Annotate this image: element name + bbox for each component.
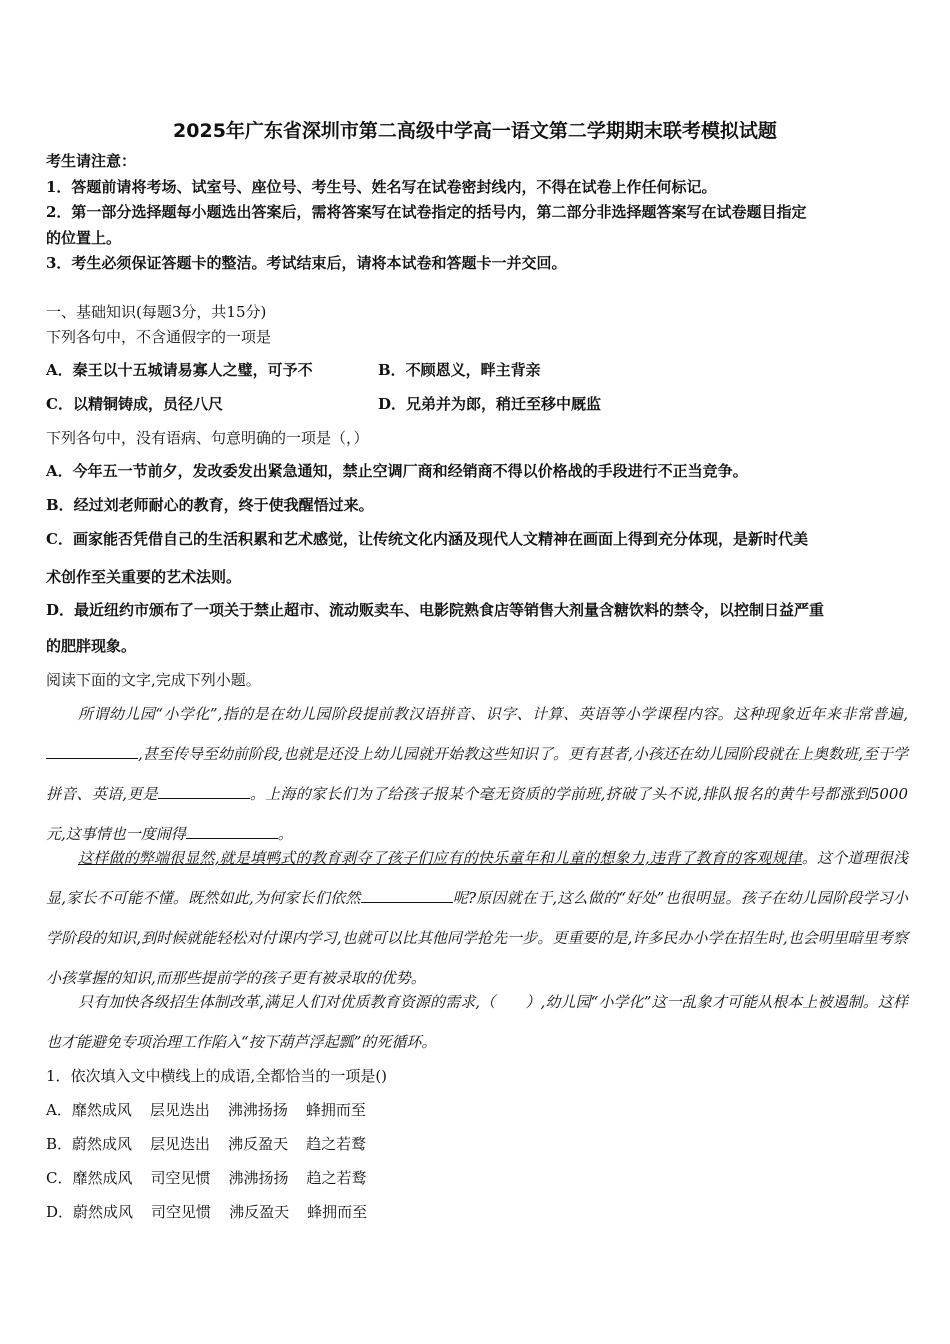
notice-item-3: 3．考生必须保证答题卡的整洁。考试结束后，请将本试卷和答题卡一并交回。 (46, 254, 567, 272)
reading-paragraph-3: 只有加快各级招生体制改革,满足人们对优质教育资源的需求,（ ）,幼儿园“小学化”这一乱象才可能从根本上被遏制。这样也才能避免专项治理工作陷入“按下葫芦浮起瓢”的死循环。 (46, 993, 908, 1051)
q2-option-c-line2: 术创作至关重要的艺术法则。 (46, 568, 242, 586)
q1-option-b: B．不顾恩义，畔主背亲 (378, 361, 541, 379)
option-word: 靡然成风 (72, 1169, 133, 1187)
p1-part-c: 。上海的家长们为了给孩子报某个毫无资质的学前班,挤破了头不说,排队报名的黄牛号都涨到5000元,这事情也一度闹得 (46, 785, 908, 843)
p1-part-d: 。 (277, 825, 293, 843)
notice-heading: 考生请注意： (46, 152, 137, 170)
option-letter: C． (46, 1169, 73, 1187)
fill-blank-2 (158, 784, 250, 799)
q2-option-d-line2: 的肥胖现象。 (46, 637, 137, 655)
option-word: 司空见惯 (151, 1203, 212, 1221)
reading-intro: 阅读下面的文字,完成下列小题。 (46, 671, 261, 689)
option-letter: D． (46, 1203, 74, 1221)
q2-option-d-line1: D．最近纽约市颁布了一项关于禁止超市、流动贩卖车、电影院熟食店等销售大剂量含糖饮料的禁令，以控制日益严重 (46, 601, 825, 619)
option-word: 沸沸扬扬 (227, 1101, 288, 1119)
notice-item-1: 1．答题前请将考场、试室号、座位号、考生号、姓名写在试卷密封线内，不得在试卷上作任何标记。 (46, 178, 717, 196)
option-letter: B． (46, 1135, 73, 1153)
option-letter: A． (46, 1101, 72, 1119)
reading-paragraph-2 (46, 838, 908, 998)
q2-option-a: A．今年五一节前夕，发改委发出紧急通知，禁止空调厂商和经销商不得以价格战的手段进行不正当竞争。 (46, 462, 748, 480)
option-word: 层见迭出 (150, 1135, 211, 1153)
fill-blank-4 (361, 888, 453, 903)
q2-stem: 下列各句中，没有语病、句意明确的一项是（，） (46, 429, 369, 447)
option-word: 沸反盈天 (229, 1203, 290, 1221)
sub1-option-a (46, 1101, 366, 1119)
notice-item-2a: 2．第一部分选择题每小题选出答案后，需将答案写在试卷指定的括号内，第二部分非选择题答案写在试卷题目指定 (46, 203, 807, 221)
q1-stem: 下列各句中，不含通假字的一项是 (46, 328, 272, 346)
reading-paragraph-1 (46, 694, 908, 854)
p2-underlined-sentence: 这样做的弊端很显然,就是填鸭式的教育剥夺了孩子们应有的快乐童年和儿童的想象力,违背了教育的客观规律 (78, 849, 802, 867)
sub1-option-d (46, 1203, 367, 1221)
fill-blank-3 (186, 824, 278, 839)
q1-option-a: A．秦王以十五城请易寡人之璧，可予不 (46, 361, 313, 379)
q2-option-b: B．经过刘老师耐心的教育，终于使我醒悟过来。 (46, 496, 374, 514)
option-word: 蜂拥而至 (305, 1101, 366, 1119)
option-word: 层见迭出 (149, 1101, 210, 1119)
option-word: 趋之若鹜 (306, 1135, 367, 1153)
sub1-option-c (46, 1169, 367, 1187)
notice-item-2b: 的位置上。 (46, 229, 122, 247)
option-word: 沸反盈天 (228, 1135, 289, 1153)
p2-part-b: 呢?原因就在于,这么做的“好处”也很明显。孩子在幼儿园阶段学习小学阶段的知识,到时候就能轻松对付课内学习,也就可以比其他同学抢先一步。更重要的是,许多民办小学在招生时,也会明里暗里考察小孩掌握的知识,而那些提前学的孩子更有被录取的优势。 (46, 889, 908, 987)
option-word: 靡然成风 (71, 1101, 132, 1119)
option-word: 沸沸扬扬 (228, 1169, 289, 1187)
q1-option-c: C．以精铜铸成，员径八尺 (46, 395, 223, 413)
p1-part-b: ,甚至传导至幼前阶段,也就是还没上幼儿园就开始教这些知识了。更有甚者,小孩还在幼儿园阶段就在上奥数班,至于学拼音、英语,更是 (46, 745, 908, 803)
q2-option-c-line1: C．画家能否凭借自己的生活积累和艺术感觉，让传统文化内涵及现代人文精神在画面上得到充分体现，是新时代美 (46, 530, 808, 548)
option-word: 司空见惯 (150, 1169, 211, 1187)
option-word: 蔚然成风 (73, 1203, 134, 1221)
option-word: 蔚然成风 (72, 1135, 133, 1153)
option-word: 蜂拥而至 (307, 1203, 368, 1221)
p2-part-a: 。这个道理很浅显,家长不可能不懂。既然如此,为何家长们依然 (46, 849, 908, 907)
page-title: 2025年广东省深圳市第二高级中学高一语文第二学期期末联考模拟试题 (173, 120, 777, 142)
q1-option-d: D．兄弟并为郎，稍迁至移中厩监 (378, 395, 602, 413)
sub1-option-b (46, 1135, 366, 1153)
p1-part-a: 所谓幼儿园“小学化”,指的是在幼儿园阶段提前教汉语拼音、识字、计算、英语等小学课程内容。这种现象近年来非常普遍, (78, 705, 908, 723)
sub1-stem: 1．依次填入文中横线上的成语,全都恰当的一项是() (46, 1067, 388, 1085)
fill-blank-1 (46, 744, 138, 759)
option-word: 趋之若鹜 (306, 1169, 367, 1187)
section-heading: 一、基础知识(每题3分，共15分) (46, 303, 267, 321)
